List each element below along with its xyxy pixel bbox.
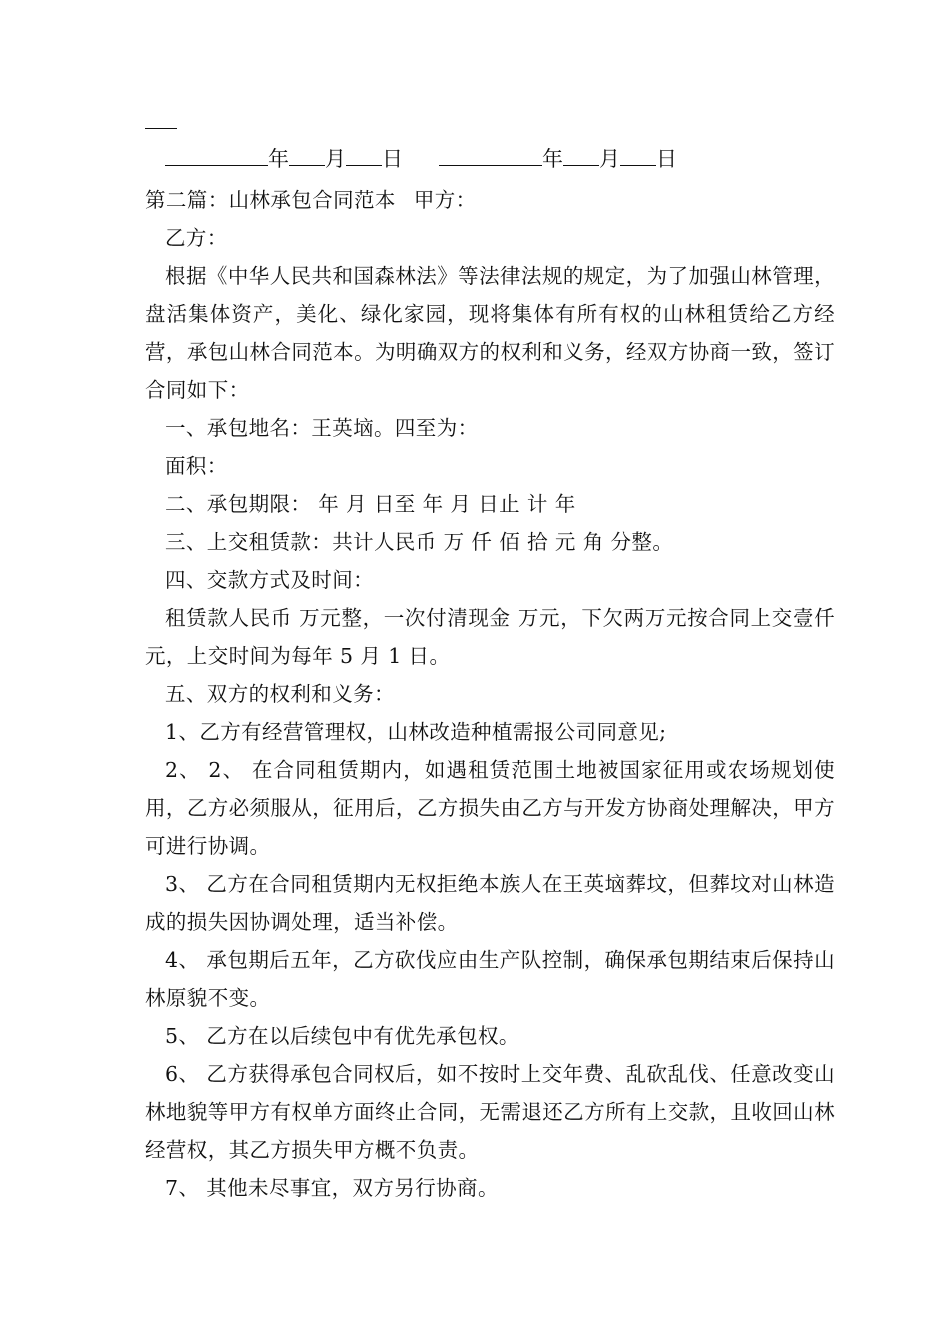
rights-item-7: 7、 其他未尽事宜，双方另行协商。 [165,1176,499,1200]
party-a-label: 甲方： [413,188,477,212]
clause-payment-heading: 四、交款方式及时间： [165,568,374,592]
year-label-1: 年 [268,147,289,171]
top-rule [145,128,177,129]
day-blank-2 [620,143,656,166]
year-blank-2 [439,143,542,166]
clause-payment-detail: 租赁款人民币 万元整，一次付清现金 万元，下欠两万元按合同上交壹仟元，上交时间为每年 5 月 1 日。 [145,606,835,668]
rights-item-2: 2、 2、 在合同租赁期内，如遇租赁范围土地被国家征用或农场规划使用，乙方必须服从，征用后，乙方损失由乙方与开发方协商处理解决，甲方可进行协调。 [145,758,835,858]
month-label-2: 月 [599,147,620,171]
day-blank-1 [346,143,382,166]
day-label-1: 日 [382,147,403,171]
month-blank-2 [563,143,599,166]
rights-item-3: 3、 乙方在合同租赁期内无权拒绝本族人在王英垴葬坟，但葬坟对山林造成的损失因协调处理，适当补偿。 [145,872,835,934]
month-blank-1 [289,143,325,166]
clause-area: 面积： [165,454,228,478]
preamble-paragraph: 根据《中华人民共和国森林法》等法律法规的规定，为了加强山林管理，盘活集体资产，美化、绿化家园，现将集体有所有权的山林租赁给乙方经营，承包山林合同范本。为明确双方的权利和义务，经双方协商一致，签订合同如下： [145,264,835,402]
party-b-label: 乙方： [165,226,228,250]
clause-term: 二、承包期限： 年 月 日至 年 月 日止 计 年 [165,492,576,516]
document-title-line [145,181,835,219]
clause-rent-amount: 三、上交租赁款：共计人民币 万 仟 佰 拾 元 角 分整。 [165,530,674,554]
day-label-2: 日 [656,147,677,171]
rights-item-4: 4、 承包期后五年，乙方砍伐应由生产队控制，确保承包期结束后保持山林原貌不变。 [145,948,835,1010]
clause-location: 一、承包地名：王英垴。四至为： [165,416,479,440]
rights-item-1: 1、乙方有经营管理权，山林改造种植需报公司同意见; [165,720,667,744]
document-title: 第二篇：山林承包合同范本 [145,188,396,212]
month-label-1: 月 [325,147,346,171]
rights-item-5: 5、 乙方在以后续包中有优先承包权。 [165,1024,520,1048]
clause-rights-heading: 五、双方的权利和义务： [165,682,395,706]
year-blank-1 [165,143,268,166]
signature-date-line [145,143,835,175]
document-page [145,128,835,1207]
year-label-2: 年 [542,147,563,171]
rights-item-6: 6、 乙方获得承包合同权后，如不按时上交年费、乱砍乱伐、任意改变山林地貌等甲方有权单方面终止合同，无需退还乙方所有上交款，且收回山林经营权，其乙方损失甲方概不负责。 [145,1062,835,1162]
